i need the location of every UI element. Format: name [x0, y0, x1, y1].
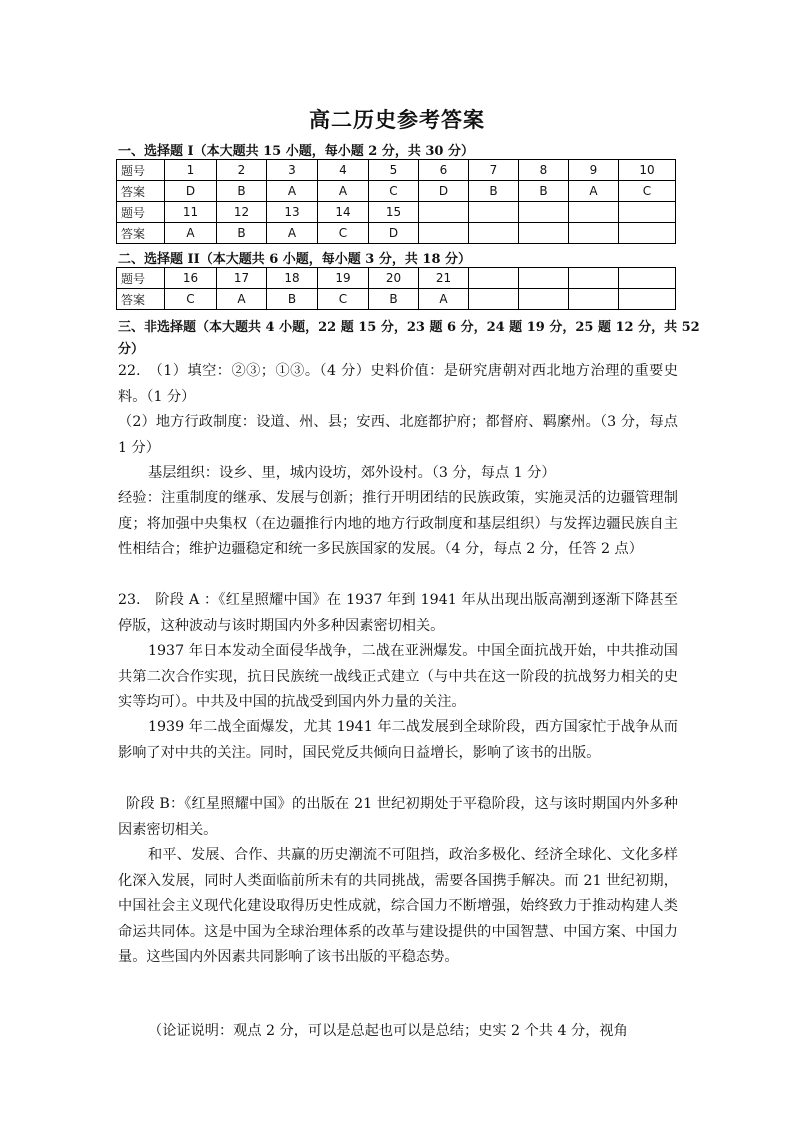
q22-part1-answer: 22. （1）填空：②③；①③。（4 分）史料价值：是研究唐朝对西北地方治理的重要史料。（1 分）	[118, 363, 678, 405]
answer-cell: A	[419, 289, 469, 310]
section3-heading-line1: 三、非选择题（本大题共 4 小题，22 题 15 分，23 题 6 分，24 题 19 分，25 题 12 分，共 52	[118, 320, 700, 335]
answer-cell: A	[165, 223, 217, 244]
answer-cell	[519, 223, 569, 244]
section3-heading-line2: 分）	[118, 342, 145, 357]
question-number-cell: 21	[419, 268, 469, 289]
question-number-cell: 8	[519, 160, 569, 181]
answer-cell: B	[369, 289, 419, 310]
question-number-cell: 19	[318, 268, 369, 289]
row-label: 题号	[117, 160, 165, 181]
answer-cell: B	[217, 223, 267, 244]
question-number-cell: 15	[369, 202, 419, 223]
section1-answer-table	[116, 159, 676, 244]
answer-cell: D	[419, 181, 469, 202]
answer-cell	[619, 289, 676, 310]
answer-cell	[519, 289, 569, 310]
answer-cell: A	[267, 223, 318, 244]
question-number-cell	[469, 202, 519, 223]
q23-stage-a-fact1: 1937 年日本发动全面侵华战争，二战在亚洲爆发。中国全面抗战开始，中共推动国共第二次合作实现，抗日民族统一战线正式建立（与中共在这一阶段的抗战努力相关的史实等均可）。中共及中国的抗战受到国内外力量的关注。	[118, 643, 678, 711]
question-number-cell: 3	[267, 160, 318, 181]
question-number-cell: 4	[318, 160, 369, 181]
question-number-cell: 17	[217, 268, 267, 289]
question-number-row	[117, 202, 676, 223]
question-number-cell: 11	[165, 202, 217, 223]
question-number-cell: 5	[369, 160, 419, 181]
question-number-cell: 16	[165, 268, 217, 289]
question-number-cell: 20	[369, 268, 419, 289]
answer-cell	[469, 289, 519, 310]
answer-cell: A	[569, 181, 619, 202]
answer-cell: B	[469, 181, 519, 202]
answer-cell: D	[165, 181, 217, 202]
question-number-cell: 13	[267, 202, 318, 223]
question-number-cell	[419, 202, 469, 223]
question-number-cell: 1	[165, 160, 217, 181]
answer-cell: C	[318, 223, 369, 244]
question-number-cell	[619, 268, 676, 289]
question-number-cell: 18	[267, 268, 318, 289]
answer-cell: B	[267, 289, 318, 310]
question-number-cell	[569, 268, 619, 289]
question-number-cell: 10	[619, 160, 676, 181]
answer-row	[117, 289, 676, 310]
answer-cell: C	[369, 181, 419, 202]
row-label: 题号	[117, 202, 165, 223]
answer-cell	[569, 223, 619, 244]
section2-answer-table	[116, 267, 676, 310]
q22-experience-answer: 经验：注重制度的继承、发展与创新；推行开明团结的民族政策，实施灵活的边疆管理制度；将加强中央集权（在边疆推行内地的地方行政制度和基层组织）与发挥边疆民族自主性相结合；维护边疆稳定和统一多民族国家的发展。（4 分，每点 2 分，任答 2 点）	[118, 490, 678, 558]
question-number-cell	[469, 268, 519, 289]
answer-cell	[419, 223, 469, 244]
answer-cell: B	[217, 181, 267, 202]
answer-cell: C	[165, 289, 217, 310]
question-number-cell	[519, 268, 569, 289]
q22-part2-answer: （2）地方行政制度：设道、州、县；安西、北庭都护府；都督府、羁縻州。（3 分，每点 1 分）	[118, 414, 678, 456]
answer-cell	[469, 223, 519, 244]
q23-stage-a-intro: 23. 阶段 A ：《红星照耀中国》在 1937 年到 1941 年从出现出版高潮到逐渐下降甚至停版，这种波动与该时期国内外多种因素密切相关。	[118, 592, 678, 634]
answer-cell	[619, 223, 676, 244]
question-number-cell: 9	[569, 160, 619, 181]
row-label: 答案	[117, 223, 165, 244]
question-number-row	[117, 268, 676, 289]
question-number-cell: 14	[318, 202, 369, 223]
q22-grassroots-answer: 基层组织：设乡、里，城内设坊，郊外设村。（3 分，每点 1 分）	[148, 465, 556, 481]
question-number-cell: 7	[469, 160, 519, 181]
section1-heading: 一、选择题 I（本大题共 15 小题，每小题 2 分，共 30 分）	[118, 144, 474, 159]
answer-cell: B	[519, 181, 569, 202]
section2-heading: 二、选择题 II（本大题共 6 小题，每小题 3 分，共 18 分）	[118, 252, 472, 267]
answer-cell: C	[318, 289, 369, 310]
answer-cell: C	[619, 181, 676, 202]
row-label: 答案	[117, 289, 165, 310]
row-label: 答案	[117, 181, 165, 202]
q23-stage-b-intro: 阶段 B：《红星照耀中国》的出版在 21 世纪初期处于平稳阶段，这与该时期国内外多种因素密切相关。	[118, 796, 678, 838]
question-number-cell	[619, 202, 676, 223]
answer-cell: A	[267, 181, 318, 202]
q23-stage-b-fact: 和平、发展、合作、共赢的历史潮流不可阻挡，政治多极化、经济全球化、文化多样化深入发展，同时人类面临前所未有的共同挑战，需要各国携手解决。而 21 世纪初期，中国社会主义现代化建设取得历史性成就，综合国力不断增强，始终致力于推动构建人类命运共同体。这是中国为全球治理体系的改革与建设提供的中国智慧、中国方案、中国力量。这些国内外因素共同影响了该书出版的平稳态势。	[118, 847, 678, 966]
q23-scoring-note: （论证说明：观点 2 分，可以是总起也可以是总结；史实 2 个共 4 分，视角	[148, 1023, 628, 1039]
answer-row	[117, 181, 676, 202]
answer-cell	[569, 289, 619, 310]
answer-cell: D	[369, 223, 419, 244]
question-number-row	[117, 160, 676, 181]
question-number-cell: 12	[217, 202, 267, 223]
page-title: 高二历史参考答案	[309, 108, 485, 132]
answer-cell: A	[318, 181, 369, 202]
question-number-cell	[569, 202, 619, 223]
question-number-cell: 6	[419, 160, 469, 181]
answer-row	[117, 223, 676, 244]
answer-cell: A	[217, 289, 267, 310]
q23-stage-a-fact2: 1939 年二战全面爆发，尤其 1941 年二战发展到全球阶段，西方国家忙于战争从而影响了对中共的关注。同时，国民党反共倾向日益增长，影响了该书的出版。	[118, 719, 678, 761]
question-number-cell: 2	[217, 160, 267, 181]
question-number-cell	[519, 202, 569, 223]
row-label: 题号	[117, 268, 165, 289]
